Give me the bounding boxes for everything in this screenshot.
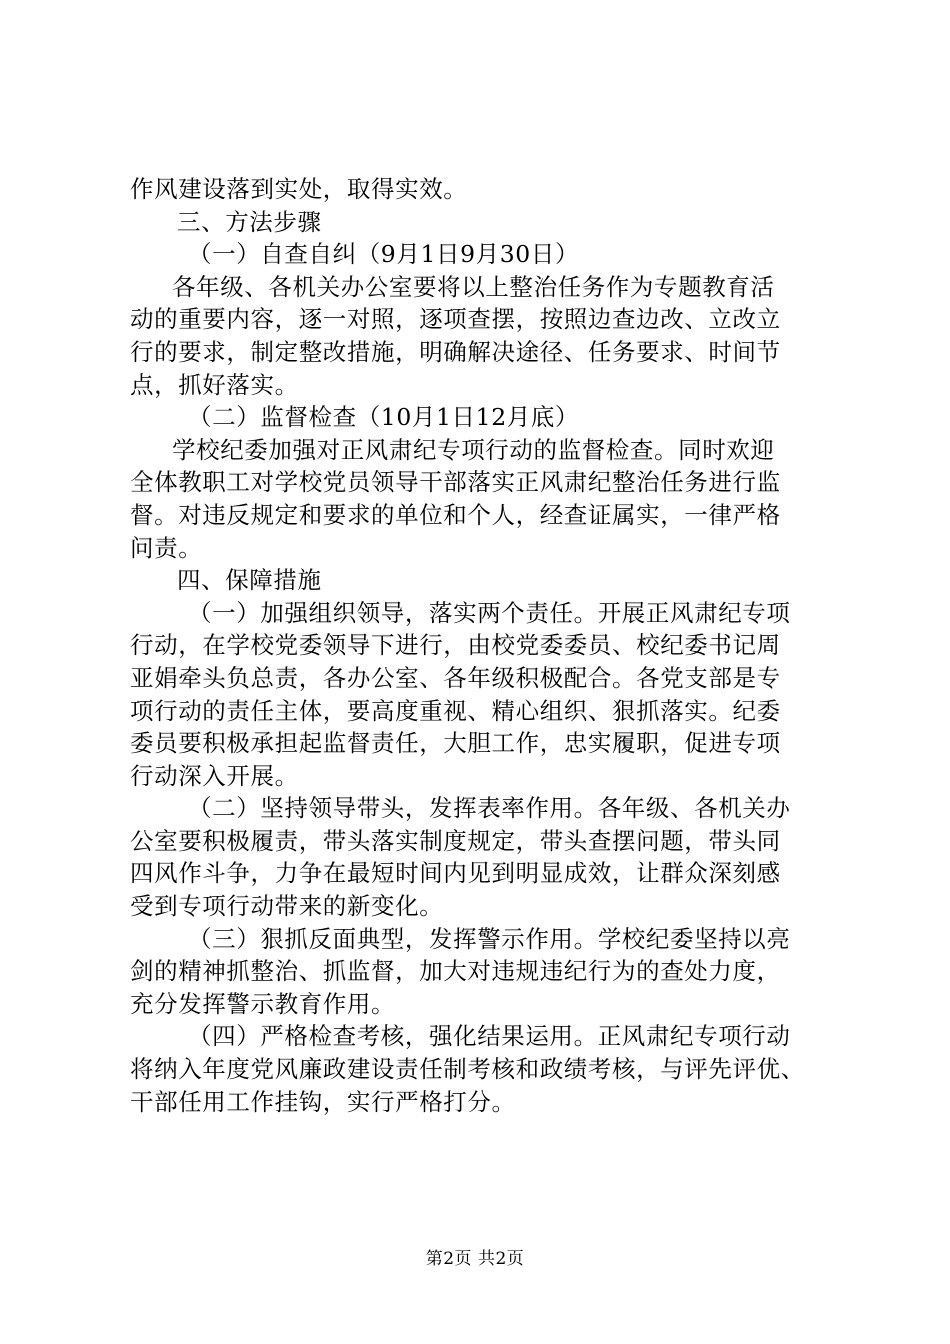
text-line: 四风作斗争，力争在最短时间内见到明显成效，让群众深刻感 — [130, 859, 781, 888]
text-line: 委员要积极承担起监督责任，大胆工作，忠实履职，促进专项 — [130, 729, 781, 758]
text-line: 干部任用工作挂钩，实行严格打分。 — [130, 1087, 516, 1116]
page-footer: 第2页 共2页 — [425, 1249, 525, 1269]
text-line: 全体教职工对学校党员领导干部落实正风肃纪整治任务进行监 — [130, 468, 781, 497]
text-line: 行动，在学校党委领导下进行，由校党委委员、校纪委书记周 — [130, 631, 781, 660]
text-line: 各年级、各机关办公室要将以上整治任务作为专题教育活 — [172, 272, 775, 301]
text-line: 问责。 — [130, 533, 203, 562]
text-line: 作风建设落到实处，取得实效。 — [130, 175, 468, 203]
text-line: 受到专项行动带来的新变化。 — [130, 892, 444, 921]
text-line: 行的要求，制定整改措施，明确解决途径、任务要求、时间节 — [130, 337, 781, 366]
text-line: 学校纪委加强对正风肃纪专项行动的监督检查。同时欢迎 — [172, 435, 775, 464]
text-line: 四、保障措施 — [177, 566, 322, 595]
text-line: 三、方法步骤 — [177, 207, 322, 236]
text-line: 项行动的责任主体，要高度重视、精心组织、狠抓落实。纪委 — [130, 696, 781, 725]
text-line: 动的重要内容，逐一对照，逐项查摆，按照边查边改、立改立 — [130, 305, 781, 334]
text-line: （二）监督检查（10月1日12月底） — [188, 403, 580, 432]
text-line: （二）坚持领导带头，发挥表率作用。各年级、各机关办 — [188, 794, 791, 823]
text-line: 公室要积极履责，带头落实制度规定，带头查摆问题，带头同 — [130, 826, 781, 855]
text-line: 督。对违反规定和要求的单位和个人，经查证属实，一律严格 — [130, 500, 781, 529]
text-line: （三）狠抓反面典型，发挥警示作用。学校纪委坚持以亮 — [188, 924, 791, 953]
text-line: 亚娟牵头负总责，各办公室、各年级积极配合。各党支部是专 — [130, 663, 781, 692]
text-line: 充分发挥警示教育作用。 — [130, 989, 396, 1018]
text-line: 行动深入开展。 — [130, 761, 299, 790]
text-line: 剑的精神抓整治、抓监督，加大对违规违纪行为的查处力度， — [130, 957, 781, 986]
text-line: （一）加强组织领导，落实两个责任。开展正风肃纪专项 — [188, 598, 791, 627]
text-line: 将纳入年度党风廉政建设责任制考核和政绩考核，与评先评优、 — [130, 1055, 805, 1084]
text-line: （四）严格检查考核，强化结果运用。正风肃纪专项行动 — [188, 1022, 791, 1051]
text-line: （一）自查自纠（9月1日9月30日） — [188, 240, 580, 269]
text-line: 点，抓好落实。 — [130, 370, 299, 399]
document-body — [130, 173, 830, 1118]
